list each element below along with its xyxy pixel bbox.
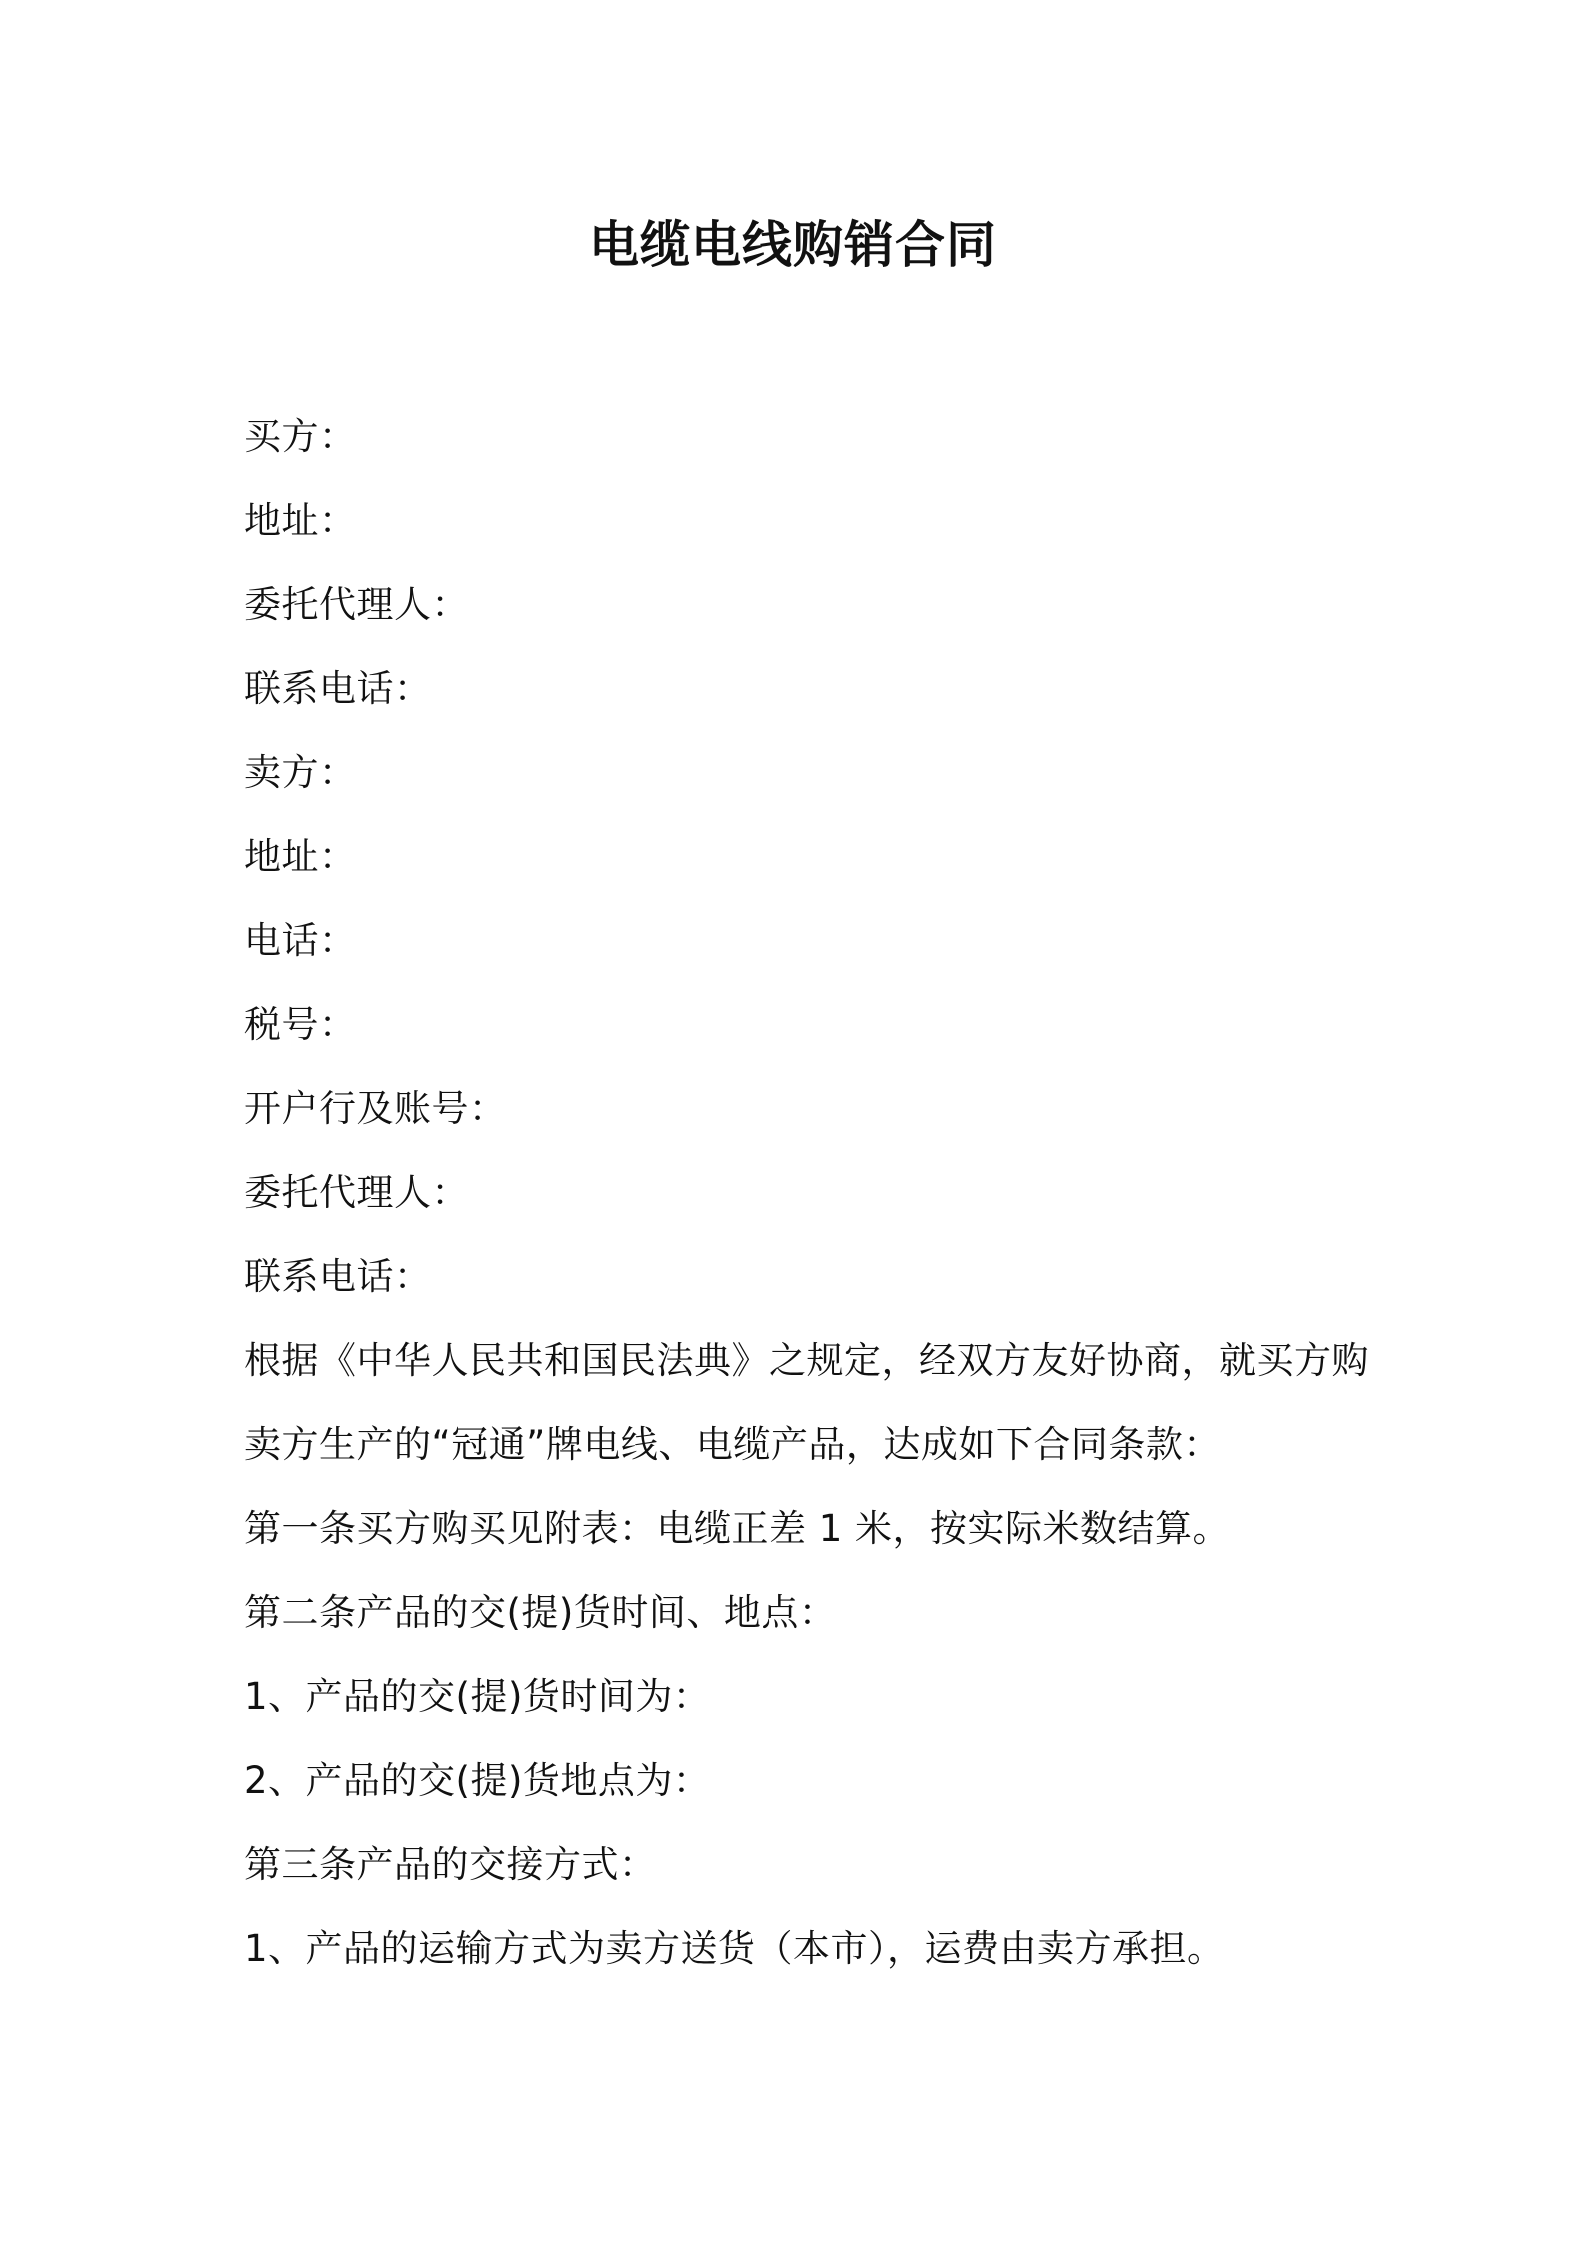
seller-agent-line: 委托代理人： <box>244 1171 469 1214</box>
seller-name-line: 卖方： <box>244 751 357 794</box>
seller-phone-line: 电话： <box>244 919 357 962</box>
document-body <box>244 404 1394 2000</box>
article-2-item-2: 2、产品的交(提)货地点为： <box>244 1759 711 1802</box>
preamble-line-1: 根据《中华人民共和国民法典》之规定，经双方友好协商，就买方购 <box>244 1339 1369 1382</box>
seller-address-line: 地址： <box>244 835 357 878</box>
article-1-line: 第一条买方购买见附表：电缆正差 1 米，按实际米数结算。 <box>244 1507 1231 1550</box>
preamble-line-2: 卖方生产的“冠通”牌电线、电缆产品，达成如下合同条款： <box>244 1423 1221 1466</box>
buyer-agent-line: 委托代理人： <box>244 583 469 626</box>
document-title: 电缆电线购销合同 <box>589 216 997 274</box>
buyer-phone-line: 联系电话： <box>244 667 432 710</box>
buyer-name-line: 买方： <box>244 415 357 458</box>
article-2-heading: 第二条产品的交(提)货时间、地点： <box>244 1591 837 1634</box>
seller-tax-id-line: 税号： <box>244 1003 357 1046</box>
seller-contact-phone-line: 联系电话： <box>244 1255 432 1298</box>
article-3-heading: 第三条产品的交接方式： <box>244 1843 657 1886</box>
article-2-item-1: 1、产品的交(提)货时间为： <box>244 1675 711 1718</box>
article-3-item-1: 1、产品的运输方式为卖方送货（本市），运费由卖方承担。 <box>244 1927 1225 1970</box>
seller-bank-account-line: 开户行及账号： <box>244 1087 507 1130</box>
buyer-address-line: 地址： <box>244 499 357 542</box>
